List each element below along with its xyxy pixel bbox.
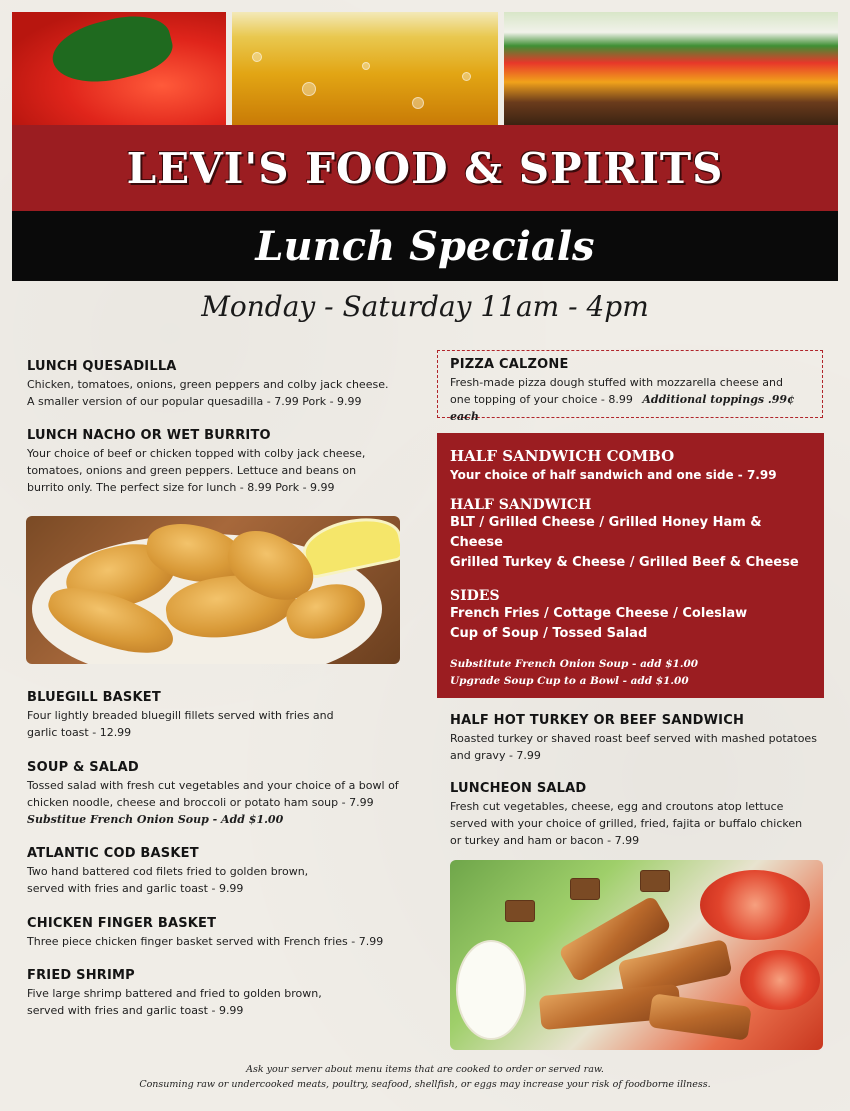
- title-banner: [12, 125, 838, 211]
- item-desc-line: and gravy - 7.99: [450, 749, 541, 762]
- tomato-slice: [700, 870, 810, 940]
- combo-desc: Your choice of half sandwich and one side - 7.99: [450, 468, 777, 482]
- item-desc-line: burrito only. The perfect size for lunch - 8.99 Pork - 9.99: [27, 481, 335, 494]
- item-title: CHICKEN FINGER BASKET: [27, 916, 217, 931]
- item-desc-line: Chicken, tomatoes, onions, green peppers and colby jack cheese.: [27, 378, 389, 391]
- item-desc-line: tomatoes, onions and green peppers. Lettuce and beans on: [27, 464, 357, 477]
- item-desc-line: [450, 391, 810, 425]
- half-sandwich-title: HALF SANDWICH: [450, 497, 592, 513]
- combo-note: Substitute French Onion Soup - add $1.00: [450, 658, 699, 670]
- item-title: LUNCH QUESADILLA: [27, 359, 177, 374]
- tomato-stem: [47, 12, 178, 94]
- disclaimer-line: Ask your server about menu items that are cooked to order or served raw.: [246, 1064, 604, 1075]
- beer-photo: [232, 12, 498, 125]
- crouton: [640, 870, 670, 892]
- menu-item-half-hot-sandwich: [450, 713, 830, 764]
- sandwich-options-line: BLT / Grilled Cheese / Grilled Honey Ham & Cheese: [450, 515, 762, 550]
- disclaimer-line: Consuming raw or undercooked meats, poultry, seafood, shellfish, or eggs may increase your risk of foodborne illness.: [139, 1079, 711, 1090]
- tomato-photo: [12, 12, 226, 125]
- item-title: FRIED SHRIMP: [27, 968, 135, 983]
- item-desc-line: chicken noodle, cheese and broccoli or potato ham soup - 7.99: [27, 796, 374, 809]
- item-title: HALF HOT TURKEY OR BEEF SANDWICH: [450, 713, 745, 728]
- item-title: PIZZA CALZONE: [450, 357, 569, 372]
- item-title: ATLANTIC COD BASKET: [27, 846, 199, 861]
- combo-title: HALF SANDWICH COMBO: [450, 447, 675, 465]
- item-desc-line: Three piece chicken finger basket served with French fries - 7.99: [27, 935, 384, 948]
- crouton: [505, 900, 535, 922]
- item-desc-line: served with your choice of grilled, fried, fajita or buffalo chicken: [450, 817, 803, 830]
- menu-item-fried-shrimp: [27, 968, 417, 1019]
- item-title: BLUEGILL BASKET: [27, 690, 161, 705]
- lemon-wedge: [298, 516, 400, 580]
- item-desc-line: Two hand battered cod filets fried to golden brown,: [27, 865, 309, 878]
- menu-item-atlantic-cod: [27, 846, 417, 897]
- item-desc-line: or turkey and ham or bacon - 7.99: [450, 834, 640, 847]
- burger-photo: [504, 12, 838, 125]
- item-title: SOUP & SALAD: [27, 760, 139, 775]
- item-desc-line: served with fries and garlic toast - 9.99: [27, 1004, 244, 1017]
- menu-item-lunch-quesadilla: [27, 359, 417, 410]
- item-desc-line: Fresh-made pizza dough stuffed with mozzarella cheese and: [450, 376, 783, 389]
- tomato-slice: [740, 950, 820, 1010]
- calzone-toppings-note: Additional toppings .99¢ each: [450, 393, 795, 423]
- bubble: [252, 52, 262, 62]
- bubble: [302, 82, 316, 96]
- item-desc-line: garlic toast - 12.99: [27, 726, 132, 739]
- menu-item-chicken-finger: [27, 916, 427, 950]
- bubble: [462, 72, 471, 81]
- item-desc-line: A smaller version of our popular quesadilla - 7.99 Pork - 9.99: [27, 395, 362, 408]
- combo-note: Upgrade Soup Cup to a Bowl - add $1.00: [450, 675, 689, 687]
- chicken-strip: [648, 993, 752, 1041]
- bubble: [362, 62, 370, 70]
- menu-item-nacho-burrito: [27, 428, 417, 496]
- item-desc-line: Four lightly breaded bluegill fillets served with fries and: [27, 709, 334, 722]
- sides-title: SIDES: [450, 588, 500, 604]
- hours: Monday - Saturday 11am - 4pm: [201, 290, 649, 323]
- hard-boiled-egg: [456, 940, 526, 1040]
- sides-options-line: French Fries / Cottage Cheese / Coleslaw: [450, 606, 748, 621]
- menu-item-soup-salad: [27, 760, 427, 828]
- item-title: LUNCH NACHO OR WET BURRITO: [27, 428, 271, 443]
- fried-fish-photo: [26, 516, 400, 664]
- item-desc-line: Roasted turkey or shaved roast beef served with mashed potatoes: [450, 732, 817, 745]
- sandwich-options-line: Grilled Turkey & Cheese / Grilled Beef & Cheese: [450, 555, 799, 570]
- item-note: Substitue French Onion Soup - Add $1.00: [27, 813, 284, 826]
- subtitle-banner: [12, 211, 838, 281]
- item-desc-line: Tossed salad with fresh cut vegetables and your choice of a bowl of: [27, 779, 399, 792]
- menu-item-luncheon-salad: [450, 781, 830, 849]
- item-desc-line: Fresh cut vegetables, cheese, egg and croutons atop lettuce: [450, 800, 784, 813]
- half-sandwich-combo-box: [437, 433, 824, 698]
- calzone-price-line: one topping of your choice - 8.99: [450, 393, 633, 406]
- menu-item-bluegill-basket: [27, 690, 417, 741]
- restaurant-name: LEVI'S FOOD & SPIRITS: [126, 143, 724, 193]
- food-safety-disclaimer: [0, 1062, 850, 1092]
- item-desc-line: served with fries and garlic toast - 9.99: [27, 882, 244, 895]
- crouton: [570, 878, 600, 900]
- item-title: LUNCHEON SALAD: [450, 781, 587, 796]
- item-desc-line: Five large shrimp battered and fried to golden brown,: [27, 987, 322, 1000]
- luncheon-salad-photo: [450, 860, 823, 1050]
- menu-item-pizza-calzone: [437, 350, 823, 423]
- bubble: [412, 97, 424, 109]
- lunch-specials-heading: Lunch Specials: [255, 222, 595, 270]
- item-desc-line: Your choice of beef or chicken topped with colby jack cheese,: [27, 447, 366, 460]
- sides-options-line: Cup of Soup / Tossed Salad: [450, 626, 648, 641]
